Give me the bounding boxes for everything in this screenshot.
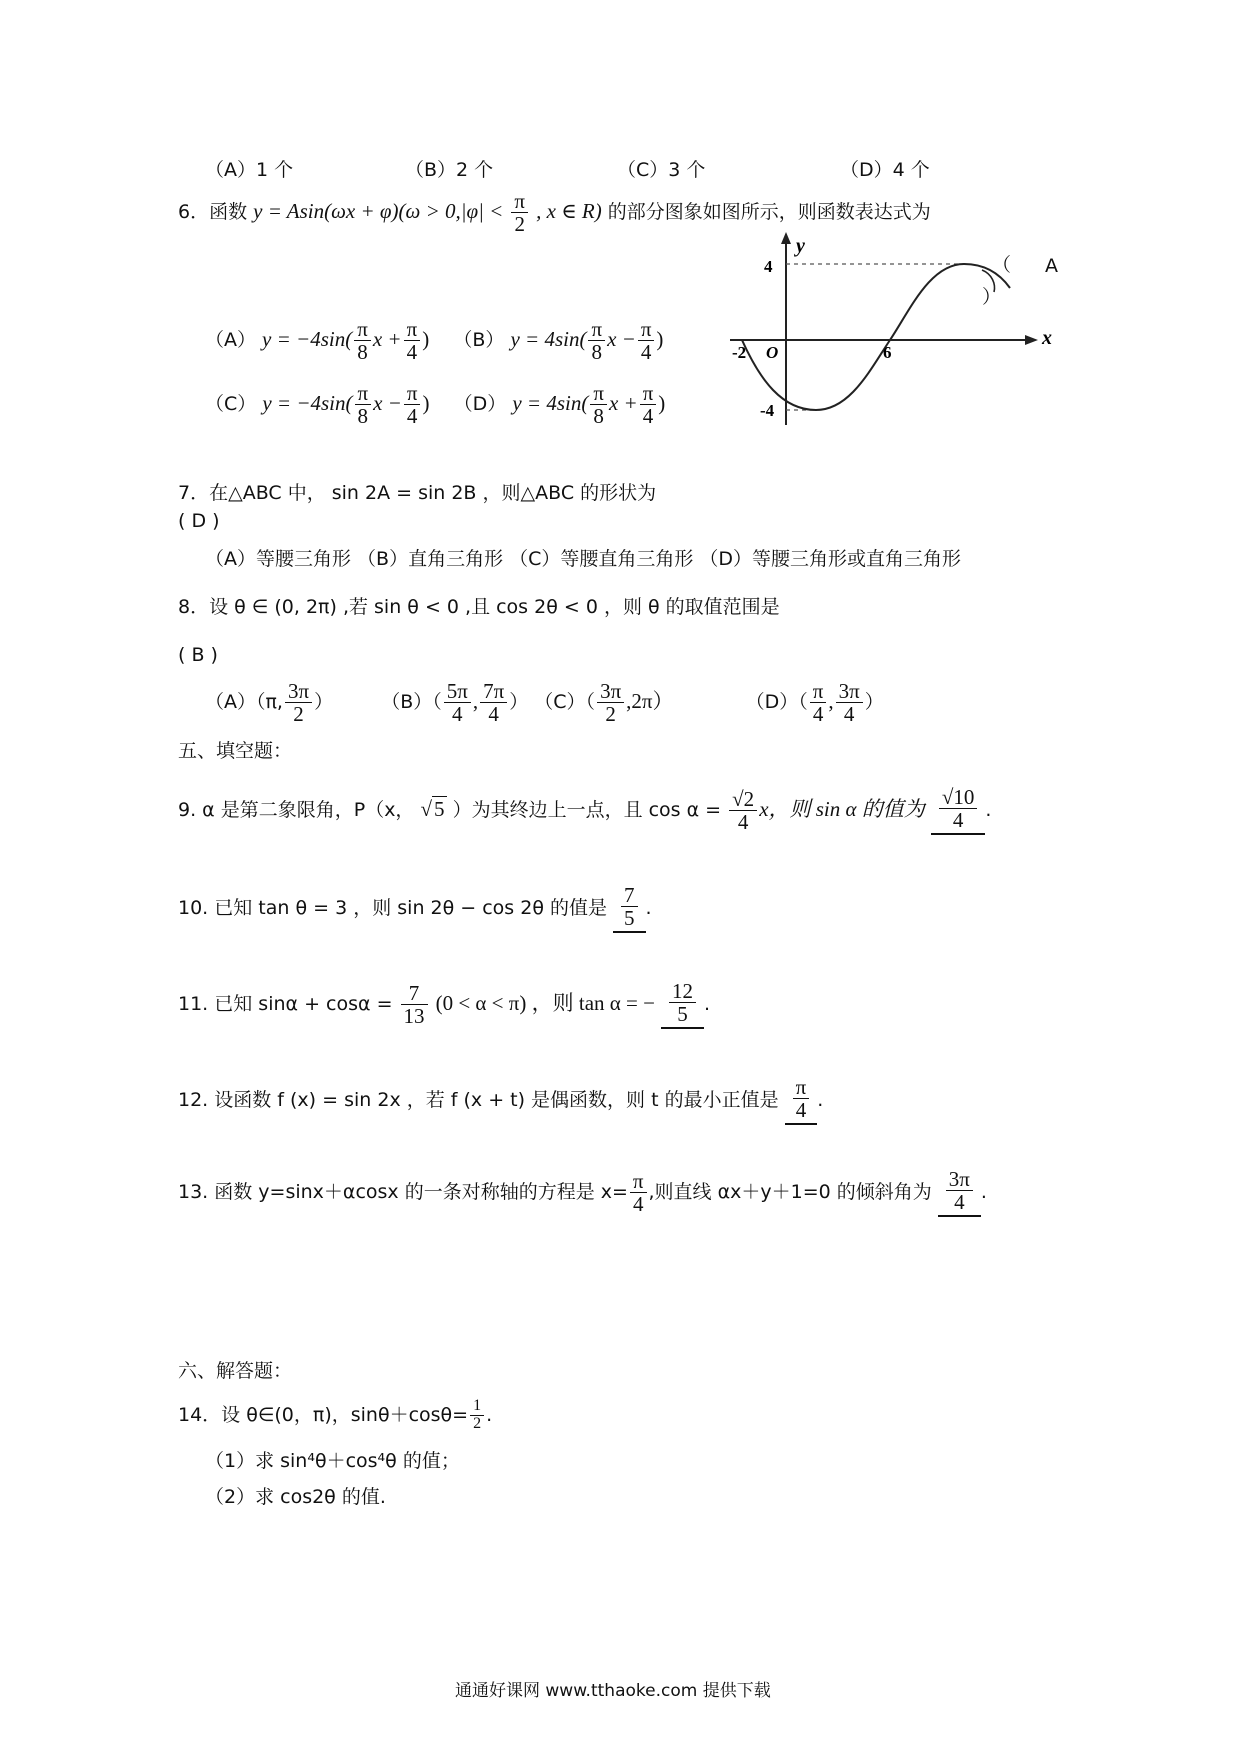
x-axis-label: x bbox=[1042, 327, 1052, 349]
q8-option-b: （B）（ $\frac{5\pi}{4}$ , $\frac{7\pi}{4}$ ） bbox=[381, 679, 529, 727]
x-axis-arrow bbox=[1025, 335, 1038, 345]
q14-stem: 14．设 θ∈(0，π)，sinθ＋cosθ= $\frac{1}{2}$ . bbox=[178, 1397, 493, 1432]
q5-option-c: （C）3 个 bbox=[617, 159, 706, 181]
q13-answer: $\frac{3\pi}{4}$ bbox=[938, 1168, 981, 1217]
section-fill-in: 五、填空题： bbox=[178, 740, 293, 762]
q14-part1: （1）求 sin⁴θ＋cos⁴θ 的值； bbox=[205, 1450, 460, 1472]
q6-stem bbox=[178, 190, 931, 235]
x-tick-6: 6 bbox=[883, 343, 892, 362]
q7-answer: ( D ) bbox=[178, 510, 220, 532]
q6-expr: y = Asin(ωx + φ)(ω > 0,|φ| < bbox=[253, 199, 504, 224]
q8-option-a: （A）（π, $\frac{3\pi}{2}$ ） bbox=[205, 679, 334, 727]
q7-options: （A）等腰三角形 （B）直角三角形 （C）等腰直角三角形 （D）等腰三角形或直角三角形 bbox=[205, 548, 962, 570]
q6-sine-graph bbox=[720, 230, 1060, 430]
q5-option-b: （B）2 个 bbox=[405, 159, 494, 181]
q8-option-d: （D）（ $\frac{\pi}{4}$ , $\frac{3\pi}{4}$ ） bbox=[745, 679, 884, 727]
q8-option-c: （C）（ $\frac{3\pi}{2}$ ,2π） bbox=[534, 679, 674, 727]
x-tick-neg2: -2 bbox=[732, 343, 747, 362]
q6-frac: $\frac{\pi}{2}$ bbox=[511, 190, 528, 235]
y-tick-neg4: -4 bbox=[760, 401, 775, 420]
q8-answer: ( B ) bbox=[178, 644, 218, 666]
y-axis-label: y bbox=[796, 235, 805, 257]
q6-expr-tail: , x ∈ R) bbox=[536, 199, 602, 224]
y-axis-arrow bbox=[781, 232, 791, 244]
q7-stem: 7．在△ABC 中， sin 2A = sin 2B ，则△ABC 的形状为 bbox=[178, 482, 657, 504]
q11: 11. 已知 sinα + cosα = $\frac{7}{13}$ (0 < α < π) ，则 tan α = − $\frac{12}{5}$ . bbox=[178, 979, 711, 1029]
q14-part2: （2）求 cos2θ 的值. bbox=[205, 1486, 386, 1508]
q12-answer: $\frac{\pi}{4}$ bbox=[785, 1076, 818, 1125]
q5-option-a: （A）1 个 bbox=[205, 159, 294, 181]
q5-option-d: （D）4 个 bbox=[840, 159, 930, 181]
sine-curve bbox=[742, 264, 1010, 410]
y-tick-4: 4 bbox=[764, 257, 773, 276]
q13: 13. 函数 y=sinx＋αcosx 的一条对称轴的方程是 x= $\frac{\pi}{4}$ ,则直线 αx＋y＋1=0 的倾斜角为 $\frac{3\pi}{4}$ . bbox=[178, 1167, 987, 1217]
q8-stem: 8．设 θ ∈ (0, 2π) ,若 sin θ < 0 ,且 cos 2θ < 0 ，则 θ 的取值范围是 bbox=[178, 596, 780, 618]
q6-suffix: 的部分图象如图所示，则函数表达式为 bbox=[607, 201, 931, 224]
q10-answer: $\frac{7}{5}$ bbox=[613, 884, 646, 933]
q9: 9. α 是第二象限角，P（x， √5 ）为其终边上一点，且 cos α = $\frac{√2}{4}$ x，则 sin α 的值为 $\frac{√10}{4}$ . bbox=[178, 785, 992, 835]
section-solve: 六、解答题： bbox=[178, 1360, 293, 1382]
q12: 12. 设函数 f (x) = sin 2x ，若 f (x + t) 是偶函数，则 t 的最小正值是 $\frac{\pi}{4}$ . bbox=[178, 1076, 823, 1125]
q6-options-row2: （C） y = −4sin( $\frac{\pi}{8}$ x − $\frac{\pi}{4}$ ) （D） y = 4sin( $\frac{\pi}{8}$ x + $\frac{\pi}{4}$ ) bbox=[205, 381, 666, 429]
q6-number: 6． bbox=[178, 201, 210, 224]
q6-answer: A bbox=[1045, 255, 1058, 277]
q10: 10. 已知 tan θ = 3 ，则 sin 2θ − cos 2θ 的值是 $\frac{7}{5}$ . bbox=[178, 884, 652, 933]
q8-options bbox=[205, 680, 884, 725]
page-footer: 通通好课网 www.tthaoke.com 提供下载 bbox=[455, 1681, 771, 1701]
q6-options-row1: （A） y = −4sin( $\frac{\pi}{8}$ x + $\frac{\pi}{4}$ ) （B） y = 4sin( $\frac{\pi}{8}$ x − $\frac{\pi}{4}$ ) bbox=[205, 317, 664, 365]
origin-label: O bbox=[766, 343, 779, 362]
q11-answer: $\frac{12}{5}$ bbox=[661, 980, 704, 1029]
curve-tail bbox=[982, 270, 995, 292]
q6-paren-close: ） bbox=[982, 286, 1002, 308]
q9-answer: $\frac{√10}{4}$ bbox=[931, 786, 986, 835]
q6-paren-open: （ bbox=[992, 254, 1012, 276]
q6-prefix: 函数 bbox=[209, 201, 248, 224]
